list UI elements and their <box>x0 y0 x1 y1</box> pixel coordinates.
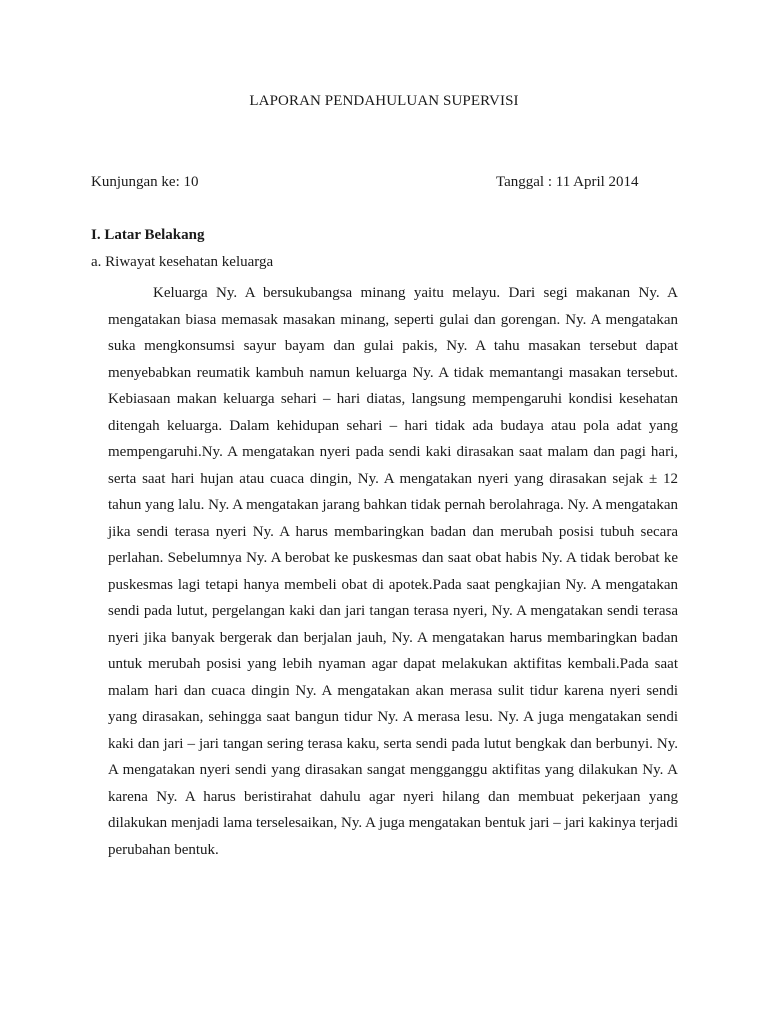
visit-date: Tanggal : 11 April 2014 <box>496 174 639 190</box>
section-heading: I. Latar Belakang <box>91 227 205 243</box>
body-paragraph: Keluarga Ny. A bersukubangsa minang yaitu melayu. Dari segi makanan Ny. A mengatakan biasa memasak masakan minang, seperti gulai dan gorengan. Ny. A mengatakan suka mengkonsumsi sayur bayam dan gulai pakis, Ny. A tahu masakan tersebut dapat menyebabkan reumatik kambuh namun keluarga Ny. A tidak memantangi masakan tersebut. Kebiasaan makan keluarga sehari – hari diatas, langsung mempengaruhi kondisi kesehatan ditengah keluarga. Dalam kehidupan sehari – hari tidak ada budaya atau pola adat yang mempengaruhi.Ny. A mengatakan nyeri pada sendi kaki dirasakan saat malam dan pagi hari, serta saat hari hujan atau cuaca dingin, Ny. A mengatakan nyeri yang dirasakan sejak ± 12 tahun yang lalu. Ny. A mengatakan jarang bahkan tidak pernah berolahraga. Ny. A mengatakan jika sendi terasa nyeri Ny. A harus membaringkan badan dan merubah posisi tubuh secara perlahan. Sebelumnya Ny. A berobat ke puskesmas dan saat obat habis Ny. A tidak berobat ke puskesmas lagi tetapi hanya membeli obat di apotek.Pada saat pengkajian Ny. A mengatakan sendi pada lutut, pergelangan kaki dan jari tangan terasa nyeri, Ny. A mengatakan sendi terasa nyeri jika banyak bergerak dan berjalan jauh, Ny. A mengatakan harus membaringkan badan untuk merubah posisi yang lebih nyaman agar dapat melakukan aktifitas kembali.Pada saat malam hari dan cuaca dingin Ny. A mengatakan akan merasa sulit tidur karena nyeri sendi yang dirasakan, sehingga saat bangun tidur Ny. A merasa lesu. Ny. A juga mengatakan sendi kaki dan jari – jari tangan sering terasa kaku, serta sendi pada lutut bengkak dan berbunyi. Ny. A mengatakan nyeri sendi yang dirasakan sangat mengganggu aktifitas yang dilakukan Ny. A karena Ny. A harus beristirahat dahulu agar nyeri hilang dan membuat pekerjaan yang dilakukan menjadi lama terselesaikan, Ny. A juga mengatakan bentuk jari – jari kakinya terjadi perubahan bentuk. <box>108 285 678 858</box>
document-title: LAPORAN PENDAHULUAN SUPERVISI <box>249 93 519 109</box>
visit-number: Kunjungan ke: 10 <box>91 174 199 190</box>
subsection-heading: a. Riwayat kesehatan keluarga <box>91 254 274 270</box>
visit-meta-row <box>91 174 651 194</box>
